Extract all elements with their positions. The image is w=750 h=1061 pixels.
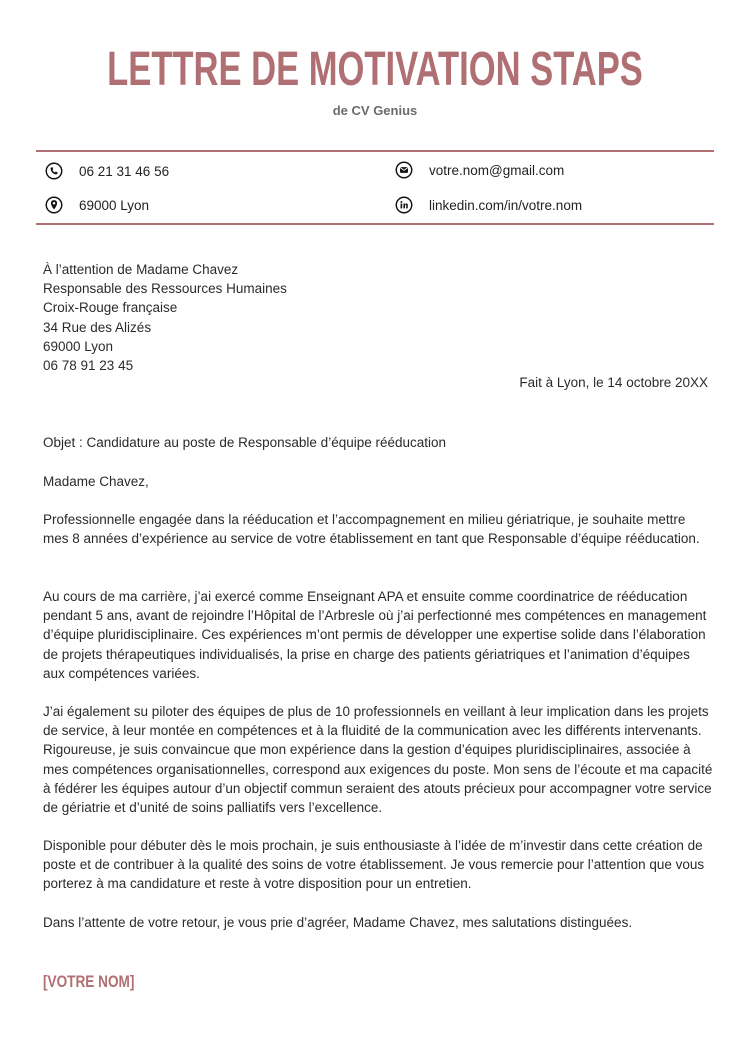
- signature-name: [VOTRE NOM]: [43, 972, 135, 991]
- linkedin-text[interactable]: linkedin.com/in/votre.nom: [429, 197, 583, 213]
- contact-city: [45, 196, 149, 214]
- recipient-line: 34 Rue des Alizés: [43, 319, 152, 335]
- salutation: Madame Chavez,: [43, 474, 149, 489]
- top-divider: [36, 150, 714, 152]
- page-subtitle: de CV Genius: [332, 103, 418, 118]
- email-icon: [395, 161, 413, 179]
- contact-phone: [45, 162, 169, 180]
- place-date: Fait à Lyon, le 14 octobre 20XX: [519, 375, 708, 390]
- paragraph: Dans l’attente de votre retour, je vous prie d’agréer, Madame Chavez, mes salutations distinguées.: [43, 915, 633, 930]
- contact-linkedin: [395, 196, 582, 214]
- paragraph: Au cours de ma carrière, j’ai exercé comme Enseignant APA et ensuite comme coordinatrice de rééducation pendant 5 ans, avant de rejoindre l’Hôpital de l’Arbresle où j’ai perfectionné mes compétences en management d’équipe pluridisciplinaire. Ces expériences m’ont permis de développer une expertise solide dans l’élaboration de projets thérapeutiques individualisés, la prise en charge des patients gériatriques et l’animation d’équipes aux compétences variées.: [43, 589, 707, 681]
- recipient-address: [43, 260, 287, 375]
- phone-text: 06 21 31 46 56: [79, 163, 170, 179]
- recipient-line: Responsable des Ressources Humaines: [43, 281, 287, 297]
- recipient-line: 69000 Lyon: [43, 338, 114, 354]
- page-title: LETTRE DE MOTIVATION STAPS: [107, 43, 643, 96]
- city-text: 69000 Lyon: [79, 197, 150, 213]
- contact-email: [395, 161, 564, 179]
- recipient-line: Croix-Rouge française: [43, 300, 178, 316]
- recipient-line: 06 78 91 23 45: [43, 357, 134, 373]
- paragraph: Disponible pour débuter dès le mois prochain, je suis enthousiaste à l’idée de m’investir dans cette création de poste et de contribuer à la qualité des soins de votre établissement. Je vous remercie pour l’attention que vous porterez à ma candidature et reste à votre disposition pour un entretien.: [43, 838, 705, 892]
- paragraph: J’ai également su piloter des équipes de plus de 10 professionnels en veillant à leur implication dans les projets de service, à leur montée en compétences et à la fluidité de la communication avec les différents intervenants. Rigoureuse, je suis convaincue que mon expérience dans la gestion d’équipes pluridisciplinaires, associée à mes compétences organisationnelles, correspond aux exigences du poste. Mon sens de l’écoute et ma capacité à fédérer les équipes autour d’un objectif commun seraient des atouts précieux pour accompagner votre service de gériatrie et d’unité de soins palliatifs vers l’excellence.: [43, 704, 713, 816]
- location-icon: [45, 196, 63, 214]
- email-text[interactable]: votre.nom@gmail.com: [429, 162, 565, 178]
- subject-line: Objet : Candidature au poste de Responsable d’équipe rééducation: [43, 435, 447, 450]
- linkedin-icon: [395, 196, 413, 214]
- phone-icon: [45, 162, 63, 180]
- bottom-divider: [36, 223, 714, 225]
- recipient-line: À l’attention de Madame Chavez: [43, 262, 239, 277]
- paragraph: Professionnelle engagée dans la rééducation et l’accompagnement en milieu gériatrique, je souhaite mettre mes 8 années d’expérience au service de votre établissement en tant que Responsable d’équipe rééducation.: [43, 512, 700, 547]
